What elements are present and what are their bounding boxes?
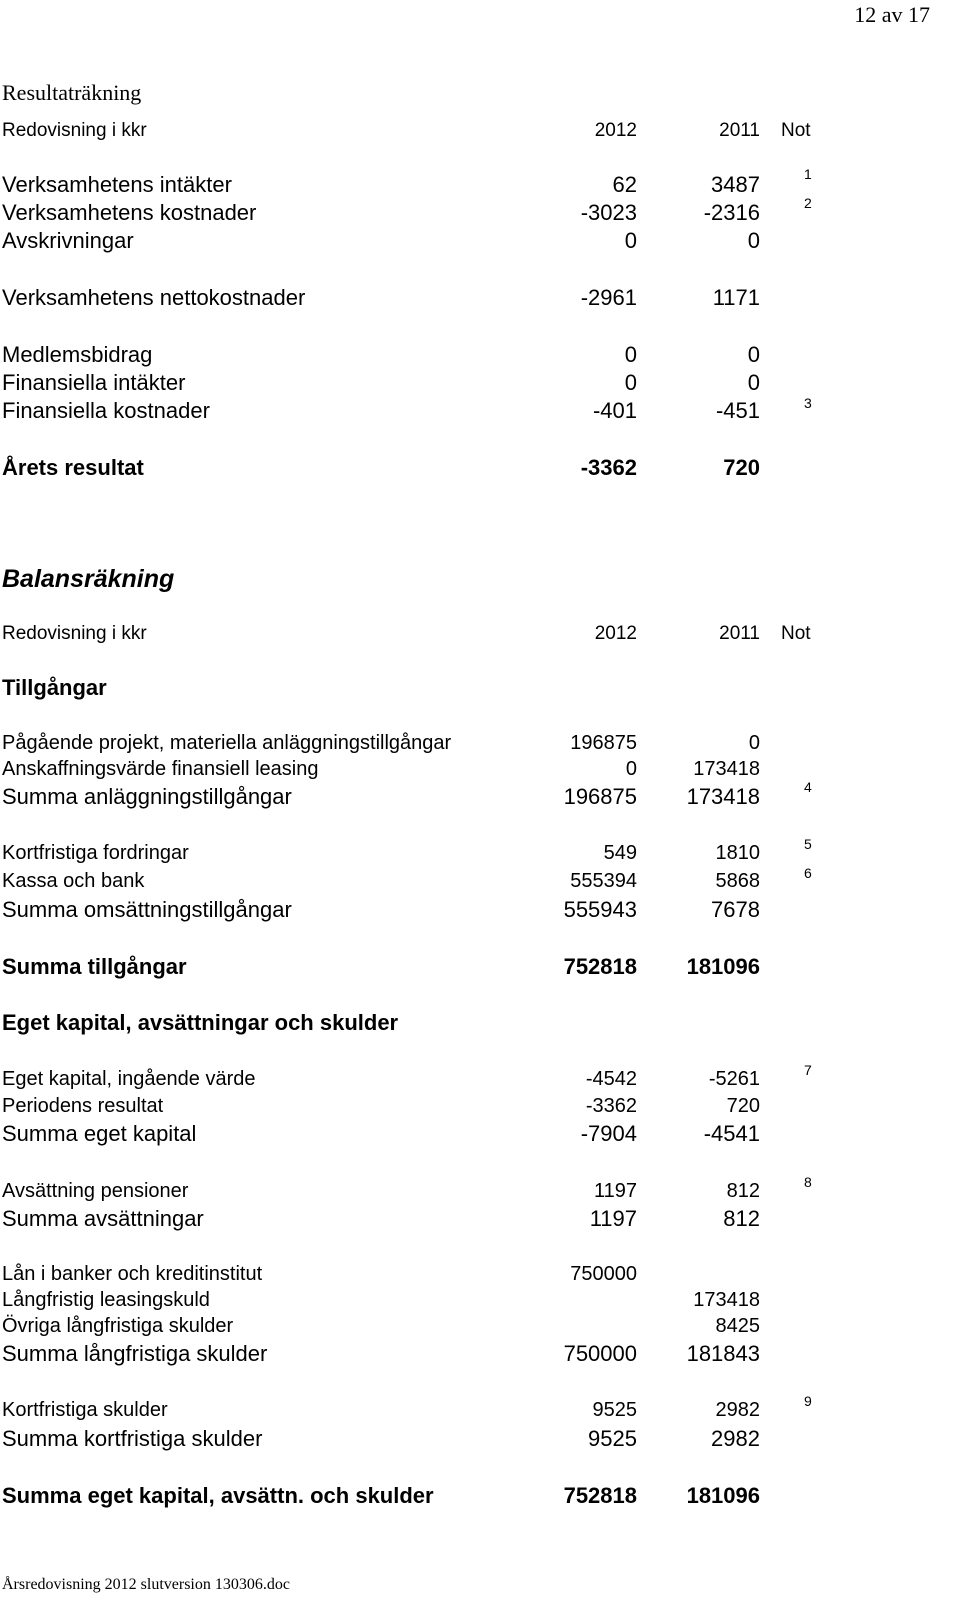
row-value-2011: 1171 bbox=[712, 285, 760, 310]
row-label: Avskrivningar bbox=[2, 228, 134, 253]
row-label: Summa omsättningstillgångar bbox=[2, 897, 292, 922]
balance-header-year-2011: 2011 bbox=[719, 623, 760, 644]
row-value-2011: -2316 bbox=[703, 200, 760, 225]
row-label: Medlemsbidrag bbox=[2, 342, 153, 367]
row-label: Årets resultat bbox=[2, 455, 144, 480]
row-value-2011: -5261 bbox=[708, 1068, 760, 1090]
row-value-2012: -3362 bbox=[580, 455, 637, 480]
row-note: 2 bbox=[804, 195, 812, 211]
balance-header-year-2012: 2012 bbox=[594, 623, 637, 644]
income-header-year-2012: 2012 bbox=[594, 120, 637, 141]
row-value-2011: 8425 bbox=[715, 1315, 760, 1337]
row-value-2012: 750000 bbox=[570, 1263, 637, 1285]
row-label: Periodens resultat bbox=[2, 1095, 164, 1117]
row-value-2011: 173418 bbox=[693, 1289, 760, 1311]
row-value-2012: -4542 bbox=[585, 1068, 637, 1090]
row-value-2012: 0 bbox=[624, 342, 637, 367]
page-number: 12 av 17 bbox=[854, 2, 930, 27]
row-value-2012: 9525 bbox=[592, 1399, 637, 1421]
row-label: Summa anläggningstillgångar bbox=[2, 784, 292, 809]
row-value-2011: 173418 bbox=[693, 758, 760, 780]
row-label: Summa eget kapital bbox=[2, 1121, 197, 1146]
income-header-note: Not bbox=[781, 120, 811, 141]
row-label: Summa avsättningar bbox=[2, 1206, 204, 1231]
row-note: 4 bbox=[804, 779, 812, 795]
row-value-2012: 62 bbox=[612, 172, 637, 197]
row-value-2012: -3362 bbox=[585, 1095, 637, 1117]
row-value-2011: 173418 bbox=[686, 784, 760, 809]
balance-header-note: Not bbox=[781, 623, 811, 644]
row-value-2011: 2982 bbox=[715, 1399, 760, 1421]
row-label: Finansiella intäkter bbox=[2, 370, 186, 395]
row-value-2012: 0 bbox=[625, 758, 637, 780]
row-value-2012: -2961 bbox=[580, 285, 637, 310]
row-value-2012: 752818 bbox=[563, 1483, 637, 1508]
row-label: Lån i banker och kreditinstitut bbox=[2, 1263, 263, 1285]
row-value-2012: -3023 bbox=[580, 200, 637, 225]
row-value-2012: 9525 bbox=[588, 1426, 637, 1451]
row-label: Summa kortfristiga skulder bbox=[2, 1426, 263, 1451]
row-note: 7 bbox=[804, 1062, 812, 1078]
income-header-year-2011: 2011 bbox=[719, 120, 760, 141]
row-value-2011: 0 bbox=[747, 370, 760, 395]
row-value-2011: 812 bbox=[723, 1206, 760, 1231]
row-value-2011: 181843 bbox=[686, 1341, 760, 1366]
row-note: 9 bbox=[804, 1393, 812, 1409]
row-value-2011: 720 bbox=[726, 1095, 760, 1117]
row-value-2012: 196875 bbox=[570, 732, 637, 754]
row-label: Verksamhetens intäkter bbox=[2, 172, 232, 197]
row-value-2012: 1197 bbox=[593, 1180, 637, 1202]
row-value-2012: 1197 bbox=[589, 1206, 637, 1231]
income-header-label: Redovisning i kkr bbox=[2, 120, 147, 141]
row-value-2012: 196875 bbox=[563, 784, 637, 809]
row-note: 3 bbox=[804, 395, 812, 411]
row-label: Finansiella kostnader bbox=[2, 398, 210, 423]
row-label: Summa långfristiga skulder bbox=[2, 1341, 268, 1366]
row-label: Pågående projekt, materiella anläggningstillgångar bbox=[2, 732, 452, 754]
row-value-2011: 0 bbox=[748, 732, 760, 754]
row-value-2011: 5868 bbox=[715, 870, 760, 892]
row-note: 1 bbox=[804, 166, 812, 182]
balance-title: Balansräkning bbox=[2, 565, 175, 593]
row-value-2012: 752818 bbox=[563, 954, 637, 979]
row-label: Summa eget kapital, avsättn. och skulder bbox=[2, 1483, 434, 1508]
row-note: 5 bbox=[804, 836, 812, 852]
row-label: Övriga långfristiga skulder bbox=[2, 1315, 234, 1337]
row-value-2011: 181096 bbox=[686, 1483, 760, 1508]
row-label: Kassa och bank bbox=[2, 870, 145, 892]
row-value-2011: -451 bbox=[715, 398, 760, 423]
row-value-2012: 549 bbox=[603, 842, 637, 864]
row-value-2011: 2982 bbox=[711, 1426, 760, 1451]
row-label: Kortfristiga fordringar bbox=[2, 842, 189, 864]
row-label: Eget kapital, ingående värde bbox=[2, 1068, 256, 1090]
row-value-2012: 750000 bbox=[563, 1341, 637, 1366]
row-value-2012: 0 bbox=[624, 228, 637, 253]
row-value-2011: 0 bbox=[747, 342, 760, 367]
row-label: Verksamhetens kostnader bbox=[2, 200, 257, 225]
row-label: Långfristig leasingskuld bbox=[2, 1289, 210, 1311]
row-value-2012: 0 bbox=[624, 370, 637, 395]
row-label: Avsättning pensioner bbox=[2, 1180, 189, 1202]
row-value-2011: 0 bbox=[747, 228, 760, 253]
row-value-2011: 181096 bbox=[686, 954, 760, 979]
balance-header-label: Redovisning i kkr bbox=[2, 623, 147, 644]
footer-filename: Årsredovisning 2012 slutversion 130306.doc bbox=[2, 1576, 290, 1593]
row-value-2012: 555943 bbox=[563, 897, 637, 922]
row-value-2012: -401 bbox=[592, 398, 637, 423]
row-label: Kortfristiga skulder bbox=[2, 1399, 168, 1421]
row-note: 8 bbox=[804, 1174, 812, 1190]
equity-heading: Eget kapital, avsättningar och skulder bbox=[2, 1010, 399, 1035]
row-value-2011: 7678 bbox=[711, 897, 760, 922]
row-value-2012: -7904 bbox=[580, 1121, 637, 1146]
row-value-2011: 1810 bbox=[715, 842, 760, 864]
row-value-2012: 555394 bbox=[570, 870, 637, 892]
row-value-2011: -4541 bbox=[703, 1121, 760, 1146]
row-label: Verksamhetens nettokostnader bbox=[2, 285, 306, 310]
row-value-2011: 812 bbox=[726, 1180, 760, 1202]
row-note: 6 bbox=[804, 865, 812, 881]
row-value-2011: 3487 bbox=[711, 172, 760, 197]
assets-heading: Tillgångar bbox=[2, 675, 107, 700]
income-title: Resultaträkning bbox=[2, 80, 142, 105]
row-label: Summa tillgångar bbox=[2, 954, 187, 979]
row-label: Anskaffningsvärde finansiell leasing bbox=[2, 758, 319, 780]
row-value-2011: 720 bbox=[723, 455, 760, 480]
